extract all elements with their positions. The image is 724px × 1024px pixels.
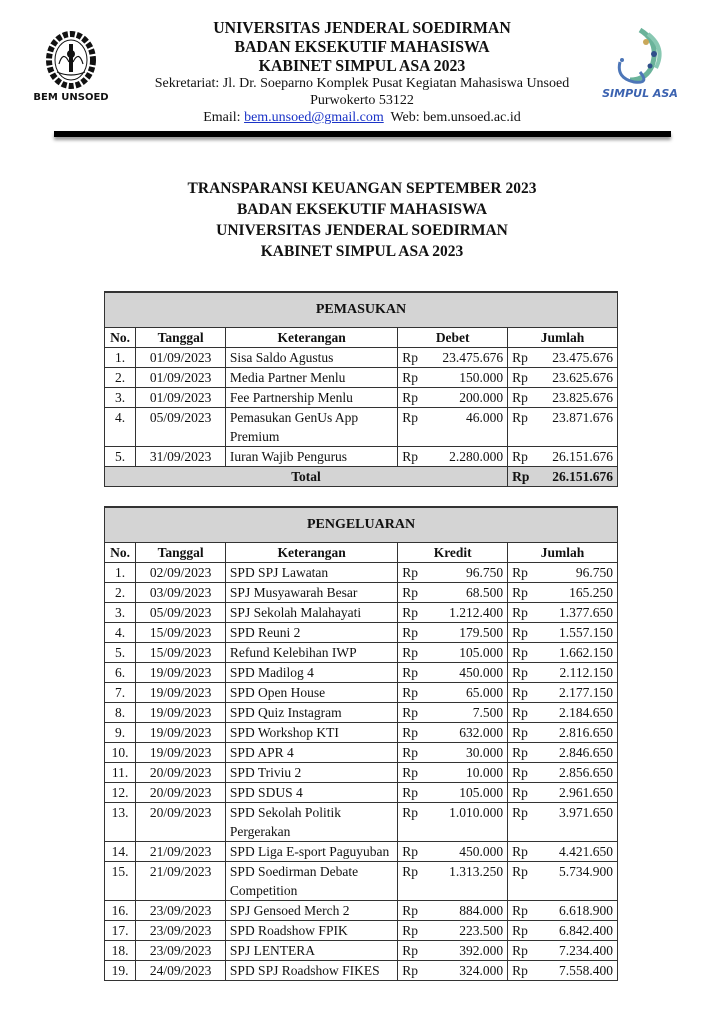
row-description: SPD Reuni 2 <box>225 623 397 643</box>
income-table <box>104 291 618 487</box>
table-row <box>105 703 618 723</box>
row-currency: Rp <box>398 941 427 961</box>
svg-text:SIMPUL ASA: SIMPUL ASA <box>602 87 678 100</box>
row-amount: 223.500 <box>426 921 507 941</box>
row-date: 31/09/2023 <box>136 447 226 467</box>
row-balance-currency: Rp <box>508 961 537 981</box>
row-balance: 23.475.676 <box>536 348 617 368</box>
row-balance-currency: Rp <box>508 368 537 388</box>
row-currency: Rp <box>398 763 427 783</box>
row-amount: 1.313.250 <box>426 862 507 901</box>
row-currency: Rp <box>398 603 427 623</box>
organization-name: BADAN EKSEKUTIF MAHASISWA <box>234 37 490 56</box>
row-description: SPD Sekolah Politik Pergerakan <box>225 803 397 842</box>
row-description: SPD Quiz Instagram <box>225 703 397 723</box>
row-balance: 23.625.676 <box>536 368 617 388</box>
address-line-2: Purwokerto 53122 <box>310 93 414 108</box>
col-no: No. <box>105 543 136 563</box>
row-currency: Rp <box>398 583 427 603</box>
row-balance: 165.250 <box>536 583 617 603</box>
table-row <box>105 723 618 743</box>
row-currency: Rp <box>398 783 427 803</box>
row-amount: 632.000 <box>426 723 507 743</box>
row-currency: Rp <box>398 348 427 368</box>
table-row <box>105 623 618 643</box>
row-date: 03/09/2023 <box>136 583 226 603</box>
row-balance-currency: Rp <box>508 941 537 961</box>
row-amount: 1.212.400 <box>426 603 507 623</box>
row-number: 2. <box>105 368 136 388</box>
row-date: 23/09/2023 <box>136 901 226 921</box>
title-line-4: KABINET SIMPUL ASA 2023 <box>260 243 464 260</box>
row-currency: Rp <box>398 663 427 683</box>
row-date: 05/09/2023 <box>136 603 226 623</box>
row-balance: 6.618.900 <box>536 901 617 921</box>
row-number: 19. <box>105 961 136 981</box>
table-row <box>105 683 618 703</box>
col-credit: Kredit <box>398 543 508 563</box>
row-balance-currency: Rp <box>508 348 537 368</box>
table-row <box>105 901 618 921</box>
row-description: SPD Liga E-sport Paguyuban <box>225 842 397 862</box>
table-row <box>105 348 618 368</box>
row-description: SPJ Sekolah Malahayati <box>225 603 397 623</box>
table-row <box>105 583 618 603</box>
row-balance-currency: Rp <box>508 663 537 683</box>
table-row <box>105 368 618 388</box>
title-line-1: TRANSPARANSI KEUANGAN SEPTEMBER 2023 <box>187 180 537 197</box>
row-balance-currency: Rp <box>508 842 537 862</box>
row-amount: 96.750 <box>426 563 507 583</box>
row-description: SPD Workshop KTI <box>225 723 397 743</box>
row-amount: 65.000 <box>426 683 507 703</box>
letterhead-text <box>120 18 604 126</box>
row-currency: Rp <box>398 623 427 643</box>
row-balance: 2.112.150 <box>536 663 617 683</box>
row-date: 15/09/2023 <box>136 643 226 663</box>
row-number: 4. <box>105 623 136 643</box>
row-balance-currency: Rp <box>508 683 537 703</box>
row-number: 5. <box>105 447 136 467</box>
table-row <box>105 663 618 683</box>
row-currency: Rp <box>398 961 427 981</box>
svg-text:BEM UNSOED: BEM UNSOED <box>33 92 109 103</box>
cabinet-name: KABINET SIMPUL ASA 2023 <box>258 56 466 75</box>
row-balance-currency: Rp <box>508 763 537 783</box>
row-date: 19/09/2023 <box>136 683 226 703</box>
row-amount: 7.500 <box>426 703 507 723</box>
row-description: Media Partner Menlu <box>225 368 397 388</box>
col-description: Keterangan <box>225 328 397 348</box>
row-amount: 46.000 <box>426 408 507 447</box>
row-number: 3. <box>105 603 136 623</box>
table-row <box>105 862 618 901</box>
row-number: 2. <box>105 583 136 603</box>
web-label: Web: bem.unsoed.ac.id <box>390 110 521 125</box>
table-row <box>105 783 618 803</box>
table-row <box>105 388 618 408</box>
university-name: UNIVERSITAS JENDERAL SOEDIRMAN <box>213 18 511 37</box>
table-row <box>105 408 618 447</box>
row-amount: 105.000 <box>426 643 507 663</box>
row-number: 17. <box>105 921 136 941</box>
row-description: Pemasukan GenUs App Premium <box>225 408 397 447</box>
row-number: 9. <box>105 723 136 743</box>
row-date: 20/09/2023 <box>136 783 226 803</box>
email-link[interactable]: bem.unsoed@gmail.com <box>244 110 384 125</box>
row-number: 6. <box>105 663 136 683</box>
row-balance-currency: Rp <box>508 563 537 583</box>
row-currency: Rp <box>398 643 427 663</box>
email-label: Email: <box>203 110 241 125</box>
row-amount: 450.000 <box>426 663 507 683</box>
row-amount: 68.500 <box>426 583 507 603</box>
row-balance: 4.421.650 <box>536 842 617 862</box>
row-description: SPD Triviu 2 <box>225 763 397 783</box>
row-date: 01/09/2023 <box>136 348 226 368</box>
row-description: SPJ Musyawarah Besar <box>225 583 397 603</box>
row-number: 16. <box>105 901 136 921</box>
row-description: SPD Roadshow FPIK <box>225 921 397 941</box>
row-balance-currency: Rp <box>508 862 537 901</box>
row-date: 19/09/2023 <box>136 703 226 723</box>
row-number: 18. <box>105 941 136 961</box>
row-number: 12. <box>105 783 136 803</box>
row-amount: 105.000 <box>426 783 507 803</box>
simpul-asa-logo-icon <box>600 22 680 108</box>
row-date: 21/09/2023 <box>136 862 226 901</box>
row-amount: 324.000 <box>426 961 507 981</box>
row-currency: Rp <box>398 703 427 723</box>
row-number: 5. <box>105 643 136 663</box>
row-balance-currency: Rp <box>508 408 537 447</box>
title-line-3: UNIVERSITAS JENDERAL SOEDIRMAN <box>216 222 508 239</box>
expense-heading: PENGELUARAN <box>105 507 618 543</box>
col-debit: Debet <box>398 328 508 348</box>
income-total-row <box>105 467 618 487</box>
row-balance-currency: Rp <box>508 743 537 763</box>
row-amount: 392.000 <box>426 941 507 961</box>
row-number: 8. <box>105 703 136 723</box>
row-amount: 2.280.000 <box>426 447 507 467</box>
row-balance-currency: Rp <box>508 603 537 623</box>
row-date: 20/09/2023 <box>136 803 226 842</box>
income-header-row <box>105 328 618 348</box>
row-balance-currency: Rp <box>508 643 537 663</box>
row-balance: 23.825.676 <box>536 388 617 408</box>
row-balance-currency: Rp <box>508 803 537 842</box>
row-balance: 2.816.650 <box>536 723 617 743</box>
row-number: 1. <box>105 563 136 583</box>
row-description: SPD Soedirman Debate Competition <box>225 862 397 901</box>
row-date: 24/09/2023 <box>136 961 226 981</box>
row-number: 3. <box>105 388 136 408</box>
income-heading: PEMASUKAN <box>105 292 618 328</box>
row-balance: 23.871.676 <box>536 408 617 447</box>
table-row <box>105 842 618 862</box>
row-currency: Rp <box>398 388 427 408</box>
total-label: Total <box>105 467 508 487</box>
row-date: 23/09/2023 <box>136 921 226 941</box>
letterhead-divider <box>54 131 671 137</box>
row-number: 13. <box>105 803 136 842</box>
row-date: 19/09/2023 <box>136 663 226 683</box>
row-description: SPJ Gensoed Merch 2 <box>225 901 397 921</box>
row-balance-currency: Rp <box>508 623 537 643</box>
row-date: 23/09/2023 <box>136 941 226 961</box>
row-description: Refund Kelebihan IWP <box>225 643 397 663</box>
row-currency: Rp <box>398 842 427 862</box>
row-balance: 2.856.650 <box>536 763 617 783</box>
bem-unsoed-logo-icon <box>33 28 109 104</box>
row-date: 20/09/2023 <box>136 763 226 783</box>
table-row <box>105 447 618 467</box>
row-description: SPD SPJ Lawatan <box>225 563 397 583</box>
table-row <box>105 961 618 981</box>
row-balance: 96.750 <box>536 563 617 583</box>
row-number: 15. <box>105 862 136 901</box>
table-row <box>105 803 618 842</box>
row-amount: 10.000 <box>426 763 507 783</box>
address-line-1: Sekretariat: Jl. Dr. Soeparno Komplek Pusat Kegiatan Mahasiswa Unsoed <box>154 76 570 91</box>
row-date: 05/09/2023 <box>136 408 226 447</box>
row-date: 19/09/2023 <box>136 743 226 763</box>
table-row <box>105 643 618 663</box>
contact-line <box>120 109 604 126</box>
row-balance: 1.662.150 <box>536 643 617 663</box>
row-currency: Rp <box>398 723 427 743</box>
row-amount: 1.010.000 <box>426 803 507 842</box>
row-currency: Rp <box>398 563 427 583</box>
row-balance: 2.184.650 <box>536 703 617 723</box>
row-balance: 6.842.400 <box>536 921 617 941</box>
row-description: Sisa Saldo Agustus <box>225 348 397 368</box>
row-currency: Rp <box>398 901 427 921</box>
row-balance-currency: Rp <box>508 583 537 603</box>
row-amount: 179.500 <box>426 623 507 643</box>
row-balance: 7.234.400 <box>536 941 617 961</box>
row-currency: Rp <box>398 743 427 763</box>
row-number: 11. <box>105 763 136 783</box>
row-amount: 150.000 <box>426 368 507 388</box>
table-row <box>105 603 618 623</box>
row-description: SPJ LENTERA <box>225 941 397 961</box>
row-balance-currency: Rp <box>508 783 537 803</box>
row-date: 01/09/2023 <box>136 388 226 408</box>
row-currency: Rp <box>398 408 427 447</box>
table-row <box>105 941 618 961</box>
table-row <box>105 763 618 783</box>
row-balance-currency: Rp <box>508 703 537 723</box>
row-balance: 2.961.650 <box>536 783 617 803</box>
expense-header-row <box>105 543 618 563</box>
row-description: Iuran Wajib Pengurus <box>225 447 397 467</box>
row-balance: 26.151.676 <box>536 447 617 467</box>
row-amount: 23.475.676 <box>426 348 507 368</box>
row-amount: 200.000 <box>426 388 507 408</box>
table-row <box>105 743 618 763</box>
row-date: 21/09/2023 <box>136 842 226 862</box>
row-balance: 2.177.150 <box>536 683 617 703</box>
document-title <box>100 178 624 262</box>
row-amount: 450.000 <box>426 842 507 862</box>
row-description: SPD Madilog 4 <box>225 663 397 683</box>
row-description: SPD Open House <box>225 683 397 703</box>
row-amount: 884.000 <box>426 901 507 921</box>
row-date: 19/09/2023 <box>136 723 226 743</box>
row-balance: 7.558.400 <box>536 961 617 981</box>
row-number: 10. <box>105 743 136 763</box>
row-description: SPD SPJ Roadshow FIKES <box>225 961 397 981</box>
letterhead <box>0 0 724 150</box>
row-number: 14. <box>105 842 136 862</box>
table-row <box>105 563 618 583</box>
row-balance-currency: Rp <box>508 388 537 408</box>
row-balance-currency: Rp <box>508 723 537 743</box>
row-description: Fee Partnership Menlu <box>225 388 397 408</box>
row-date: 01/09/2023 <box>136 368 226 388</box>
col-date: Tanggal <box>136 328 226 348</box>
row-date: 15/09/2023 <box>136 623 226 643</box>
table-row <box>105 921 618 941</box>
row-balance-currency: Rp <box>508 447 537 467</box>
row-balance-currency: Rp <box>508 921 537 941</box>
row-number: 4. <box>105 408 136 447</box>
row-currency: Rp <box>398 368 427 388</box>
row-currency: Rp <box>398 683 427 703</box>
total-value: 26.151.676 <box>536 467 617 487</box>
row-balance: 2.846.650 <box>536 743 617 763</box>
row-balance: 1.557.150 <box>536 623 617 643</box>
row-balance: 5.734.900 <box>536 862 617 901</box>
row-currency: Rp <box>398 447 427 467</box>
row-description: SPD APR 4 <box>225 743 397 763</box>
row-currency: Rp <box>398 921 427 941</box>
col-description: Keterangan <box>225 543 397 563</box>
row-number: 7. <box>105 683 136 703</box>
row-date: 02/09/2023 <box>136 563 226 583</box>
row-currency: Rp <box>398 862 427 901</box>
row-amount: 30.000 <box>426 743 507 763</box>
col-no: No. <box>105 328 136 348</box>
row-number: 1. <box>105 348 136 368</box>
col-balance: Jumlah <box>508 543 618 563</box>
row-balance-currency: Rp <box>508 901 537 921</box>
row-balance: 3.971.650 <box>536 803 617 842</box>
col-date: Tanggal <box>136 543 226 563</box>
title-line-2: BADAN EKSEKUTIF MAHASISWA <box>236 201 488 218</box>
row-description: SPD SDUS 4 <box>225 783 397 803</box>
row-balance: 1.377.650 <box>536 603 617 623</box>
col-balance: Jumlah <box>508 328 618 348</box>
row-currency: Rp <box>398 803 427 842</box>
expense-table <box>104 506 618 981</box>
total-currency: Rp <box>508 467 537 487</box>
